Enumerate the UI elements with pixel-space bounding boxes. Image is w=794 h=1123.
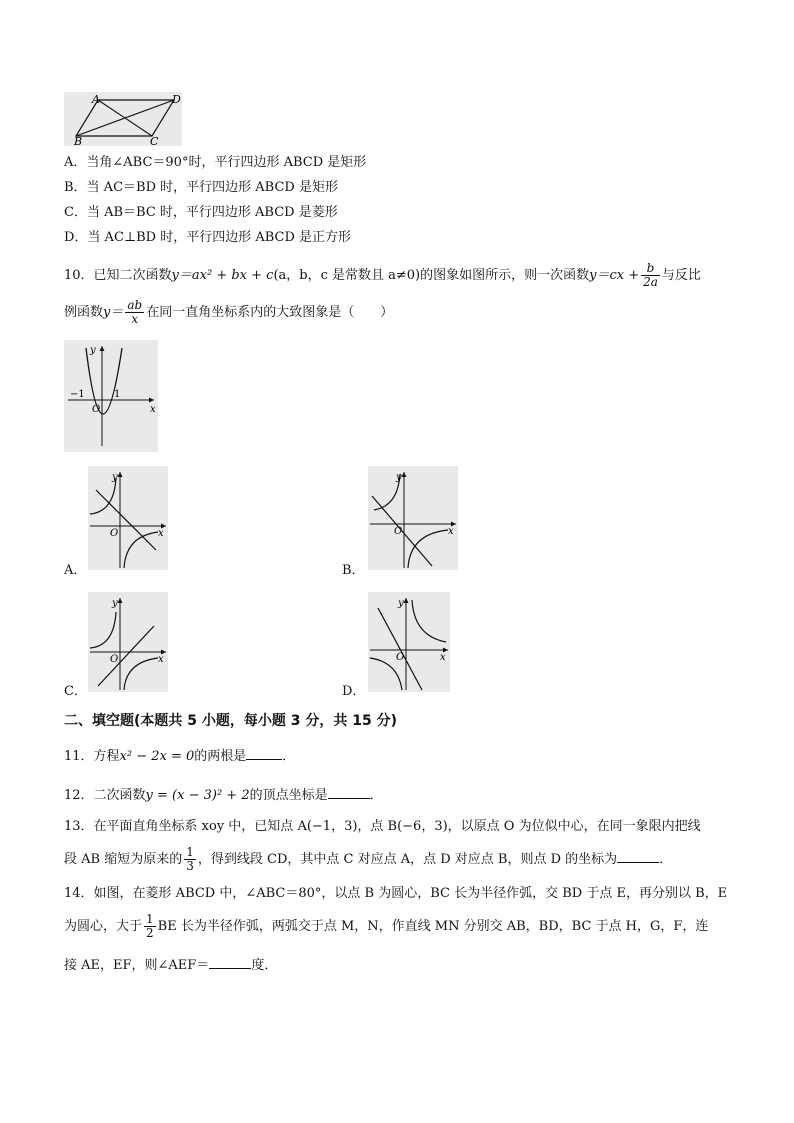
q9-option-a: A．当角∠ABC＝90°时，平行四边形 ABCD 是矩形	[64, 155, 367, 170]
origin-label: O	[92, 404, 101, 415]
axis-x-label: x	[158, 654, 164, 665]
q10-stem-line2	[64, 299, 393, 326]
axis-y-label: y	[112, 598, 118, 609]
q14-fraction	[144, 913, 156, 940]
q14-line2	[64, 913, 708, 940]
origin-label: O	[396, 652, 405, 663]
fraction-denominator: 2	[146, 926, 154, 940]
q10-eq3: y＝	[103, 305, 124, 320]
axis-x-label: x	[158, 528, 164, 539]
fraction-numerator: b	[641, 262, 660, 276]
parallelogram-figure	[64, 92, 182, 146]
origin-label: O	[394, 526, 403, 537]
axis-y-label: y	[90, 345, 96, 356]
q14-line3	[64, 955, 277, 975]
q13-fraction	[184, 846, 196, 873]
q13-line2	[64, 846, 672, 873]
q14-l3a: 接 AE，EF，则∠AEF＝	[64, 958, 210, 973]
axis-x-label: x	[448, 526, 454, 537]
q10-fraction	[641, 262, 660, 289]
q14-l2a: 为圆心，大于	[64, 919, 143, 934]
q12	[64, 785, 383, 805]
q13-l2b: ，得到线段 CD，其中点 C 对应点 A，点 D 对应点 B，则点 D 的坐标为	[197, 852, 618, 867]
q10-part2: (a，b，c 是常数且 a≠0)的图象如图所示，则一次函数	[273, 268, 590, 283]
q12-eq: y = (x − 3)² + 2	[145, 788, 250, 803]
axis-x-label: x	[150, 404, 156, 415]
option-d-graph	[368, 592, 450, 692]
axis-x-label: x	[440, 652, 446, 663]
q12-answer-blank[interactable]	[328, 785, 370, 799]
q13-answer-blank[interactable]	[617, 849, 659, 863]
axis-y-label: y	[398, 598, 404, 609]
q11-b: 的两根是	[194, 749, 247, 764]
q12-a: 12．二次函数	[64, 788, 146, 803]
fraction-denominator: 3	[186, 859, 194, 873]
section-title: 二、填空题(本题共 5 小题，每小题 3 分，共 15 分)	[64, 713, 398, 729]
option-a-graph	[88, 466, 168, 570]
tick-1-label: 1	[114, 389, 121, 400]
vertex-label-b: B	[74, 135, 83, 146]
origin-label: O	[110, 528, 119, 539]
parabola-figure	[64, 340, 158, 452]
q13-l2a: 段 AB 缩短为原来的	[64, 852, 183, 867]
q11-a: 11．方程	[64, 749, 120, 764]
q9-option-c: C．当 AB＝BC 时，平行四边形 ABCD 是菱形	[64, 205, 338, 220]
q9-option-d: D．当 AC⊥BD 时，平行四边形 ABCD 是正方形	[64, 230, 352, 245]
q13-l2c: ．	[659, 852, 673, 867]
vertex-label-d: D	[172, 93, 181, 106]
option-b-graph	[368, 466, 458, 570]
q13-line1: 13．在平面直角坐标系 xoy 中，已知点 A(−1，3)，点 B(−6，3)，以原点 O 为位似中心，在同一象限内把线	[64, 819, 701, 834]
fraction-denominator: x	[131, 312, 139, 326]
q14-line1: 14．如图，在菱形 ABCD 中，∠ABC＝80°，以点 B 为圆心，BC 长为半径作弧，交 BD 于点 E，再分别以 B，E	[64, 886, 728, 901]
option-label-c: C．	[64, 684, 87, 699]
q10-eq2: y＝cx +	[589, 268, 640, 283]
vertex-label-a: A	[92, 93, 100, 106]
tick-neg1-label: −1	[70, 389, 85, 400]
fraction-numerator: 1	[146, 912, 154, 926]
fraction-numerator: 1	[186, 845, 194, 859]
q10-stem-line1	[64, 262, 701, 289]
q11	[64, 746, 295, 766]
q10-eq1: y＝ax² + bx + c	[171, 268, 274, 283]
q14-l2b: BE 长为半径作弧，两弧交于点 M，N，作直线 MN 分别交 AB，BD，BC 于点 H，G，F，连	[157, 919, 709, 934]
option-c-graph	[88, 592, 168, 692]
fraction-numerator: ab	[127, 298, 143, 312]
fraction-denominator: 2a	[643, 275, 658, 289]
q11-c: ．	[282, 749, 296, 764]
origin-label: O	[110, 654, 119, 665]
option-label-a: A．	[64, 563, 87, 578]
option-label-d: D．	[342, 684, 366, 699]
q10-line2-b: 在同一直角坐标系内的大致图象是（ ）	[146, 305, 394, 320]
q11-answer-blank[interactable]	[246, 746, 282, 760]
q10-fraction-2	[125, 299, 144, 326]
axis-y-label: y	[396, 472, 402, 483]
q10-part1: 10．已知二次函数	[64, 268, 172, 283]
q12-b: 的顶点坐标是	[249, 788, 328, 803]
q9-option-b: B．当 AC＝BD 时，平行四边形 ABCD 是矩形	[64, 180, 338, 195]
vertex-label-c: C	[150, 135, 159, 146]
q10-line2-a: 例函数	[64, 305, 104, 320]
q14-answer-blank[interactable]	[209, 955, 251, 969]
q14-l3b: 度．	[251, 958, 278, 973]
option-label-b: B．	[342, 563, 365, 578]
q11-eq: x² − 2x = 0	[119, 749, 195, 764]
q12-c: ．	[369, 788, 383, 803]
axis-y-label: y	[112, 472, 118, 483]
q10-part3: 与反比	[661, 268, 701, 283]
